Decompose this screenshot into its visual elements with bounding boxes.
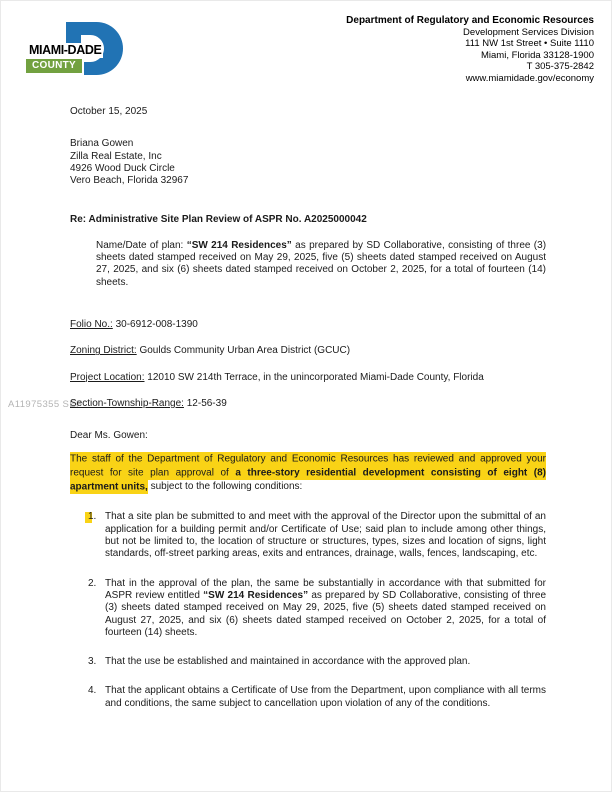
- zoning-label: Zoning District:: [70, 345, 137, 357]
- condition-1-text: That a site plan be submitted to and meet with the approval of the Director upon the submittal of an application for a building permit and/or Certificate of Use; said plan to include among other things, but not be limited to, the location of structure or structures, types, sizes and location of signs, light standards, off-street parking areas, exits and entrances, drainage, walls, fences, landscaping, etc.: [105, 511, 546, 560]
- project-location-value: 12010 SW 214th Terrace, in the unincorporated Miami-Dade County, Florida: [147, 371, 484, 383]
- condition-4-text: That the applicant obtains a Certificate of Use from the Department, upon compliance with all terms and conditions, the same subject to cancellation upon violation of any of the conditions.: [105, 685, 546, 709]
- conditions-list: [70, 511, 546, 710]
- salutation: Dear Ms. Gowen:: [70, 430, 148, 442]
- project-location-field: [70, 372, 546, 384]
- condition-3-text: That the use be established and maintained in accordance with the approved plan.: [105, 656, 471, 668]
- condition-2-rest: as prepared by SD Collaborative, consisting of three (3) sheets dated stamped received on May 29, 2025, five (5) sheets dated stamped received on August 27, 2025, and six (6) sheets dated stamped received on October 2, 2025, for a total of fourteen (14) sheets.: [105, 589, 547, 638]
- recipient-name: Briana Gowen: [70, 138, 134, 150]
- condition-2-text: [105, 578, 546, 639]
- condition-2-number: 2.: [88, 577, 97, 589]
- approval-tail-text: subject to the following conditions:: [147, 481, 303, 493]
- zoning-field: [70, 345, 546, 357]
- scan-watermark: A11975355 SEF: [8, 398, 83, 410]
- department-division: Development Services Division: [463, 26, 594, 38]
- miami-dade-county-logo: [18, 14, 130, 76]
- condition-item-3: [88, 656, 546, 668]
- folio-field: [70, 319, 546, 331]
- condition-2-plan-name-bold: “SW 214 Residences”: [203, 589, 309, 601]
- zoning-value: Goulds Community Urban Area District (GCUC): [139, 345, 351, 357]
- approval-highlighted-bold-text: a three-story residential development consisting of eight (8) apartment units,: [70, 467, 546, 493]
- recipient-address: [70, 138, 546, 187]
- folio-label: Folio No.:: [70, 318, 113, 330]
- condition-3-number: 3.: [88, 656, 97, 668]
- plan-name-bold: “SW 214 Residences”: [186, 239, 292, 251]
- condition-1-number: 1.: [88, 511, 105, 560]
- letter-body: [8, 106, 547, 710]
- letter-date: October 15, 2025: [70, 106, 148, 117]
- section-township-range-label: Section-Township-Range:: [70, 397, 184, 409]
- plan-rest: as prepared by SD Collaborative, consisting of three (3) sheets dated stamped received on May 29, 2025, five (5) sheets dated stamped received on August 27, 2025, and six (6) sheets dated stamped received on October 2, 2025, for a total of fourteen (14) sheets.: [96, 239, 547, 288]
- plan-prefix: Name/Date of plan:: [96, 239, 187, 251]
- condition-item-4: [88, 685, 546, 710]
- project-location-label: Project Location:: [70, 371, 145, 383]
- condition-item-1: [88, 511, 546, 560]
- recipient-company: Zilla Real Estate, Inc: [70, 150, 162, 162]
- recipient-street: 4926 Wood Duck Circle: [70, 162, 175, 174]
- subject-line: Re: Administrative Site Plan Review of ASPR No. A2025000042: [70, 214, 367, 226]
- condition-4-number: 4.: [88, 685, 97, 697]
- logo-name-text: MIAMI-DADE: [29, 43, 102, 57]
- department-name: Department of Regulatory and Economic Resources: [346, 15, 594, 26]
- approval-paragraph: [70, 452, 546, 494]
- department-phone: T 305-375-2842: [526, 61, 594, 73]
- section-township-range-field: [8, 397, 546, 410]
- department-city: Miami, Florida 33128-1900: [480, 49, 594, 61]
- recipient-city: Vero Beach, Florida 32967: [70, 175, 189, 187]
- department-address-block: [346, 15, 594, 85]
- folio-value: 30-6912-008-1390: [115, 318, 198, 330]
- approval-highlighted-text: The staff of the Department of Regulatory and Economic Resources has reviewed and approved your request for site plan approval of: [70, 453, 546, 479]
- department-street: 111 NW 1st Street • Suite 1110: [465, 38, 594, 50]
- condition-2-prefix: That in the approval of the plan, the same be substantially in accordance with that submitted for ASPR review entitled: [105, 577, 546, 601]
- plan-description-paragraph: [70, 240, 546, 289]
- condition-item-2: [88, 578, 546, 639]
- logo-county-badge: COUNTY: [24, 57, 84, 75]
- section-township-range-value: 12-56-39: [186, 397, 227, 409]
- department-website: www.miamidade.gov/economy: [465, 72, 594, 84]
